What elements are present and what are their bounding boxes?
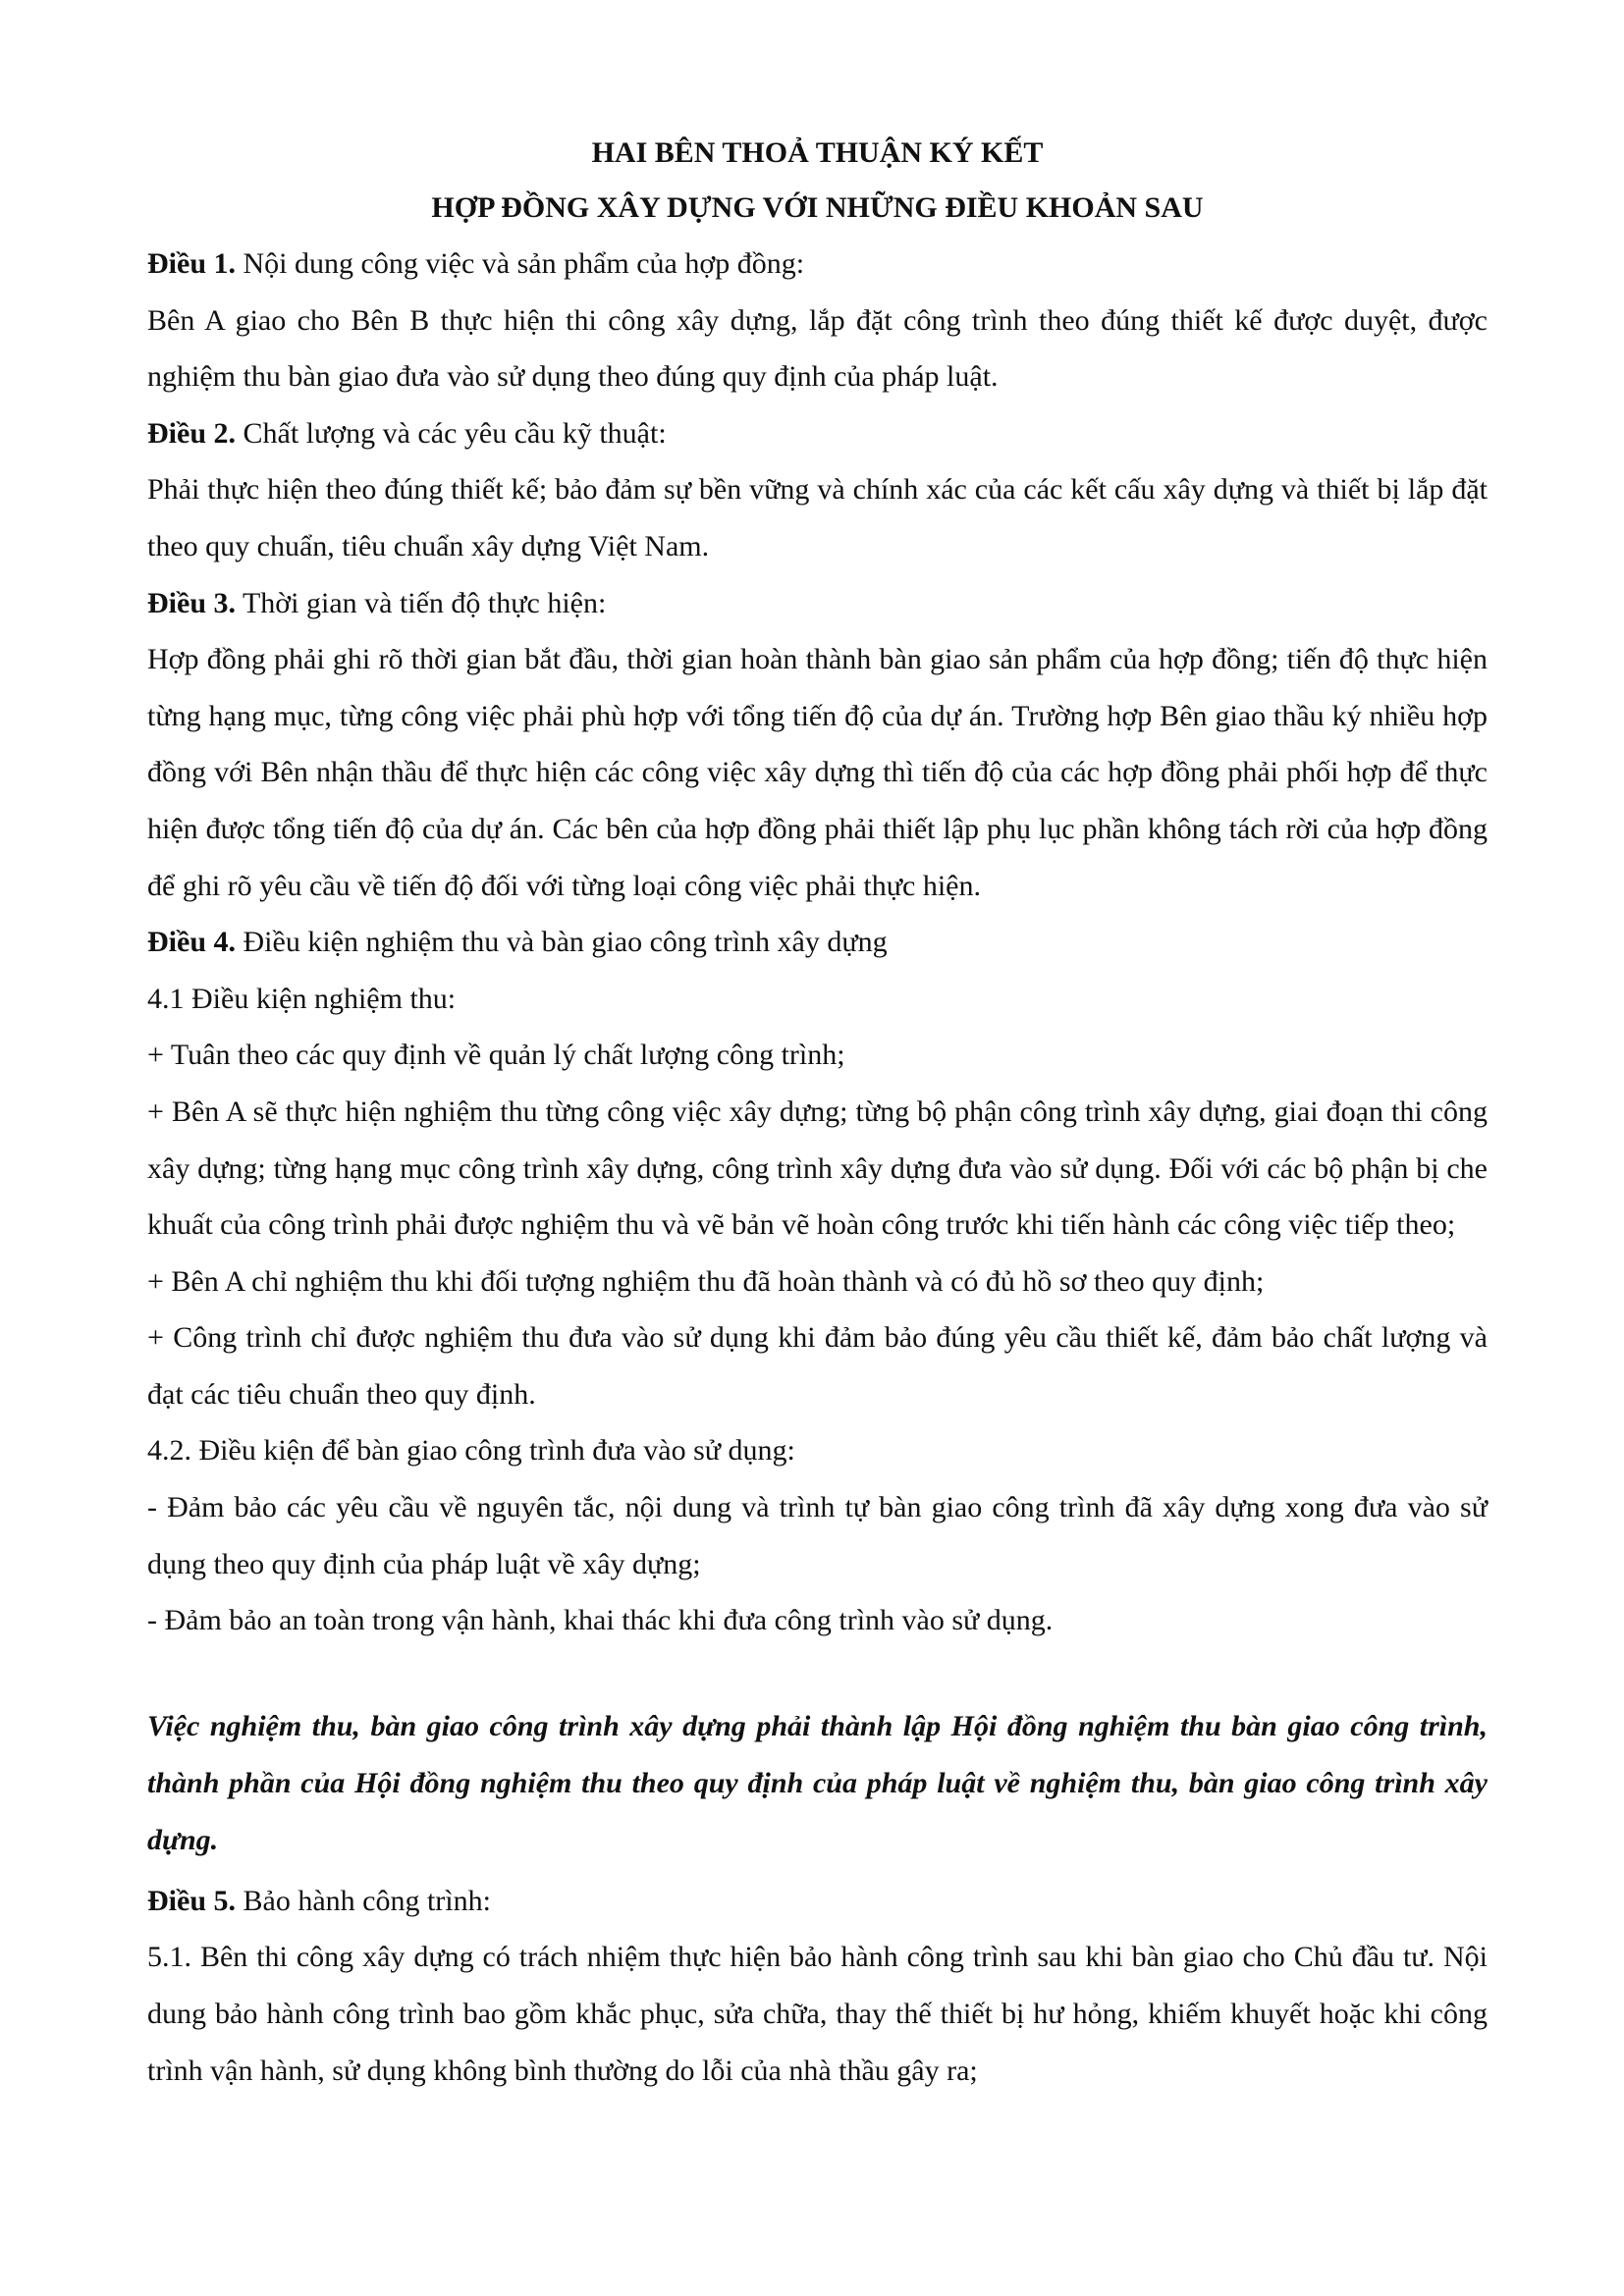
article-3-body: Hợp đồng phải ghi rõ thời gian bắt đầu, thời gian hoàn thành bàn giao sản phẩm của hợp đồng; tiến độ thực hiện từng hạng mục, từng công việc phải phù hợp với tổng tiến độ của dự án. Trường hợp Bên giao thầu ký nhiều hợp đồng với Bên nhận thầu để thực hiện các công việc xây dựng thì tiến độ của các hợp đồng phải phối hợp để thực hiện được tổng tiến độ của dự án. Các bên của hợp đồng phải thiết lập phụ lục phần không tách rời của hợp đồng để ghi rõ yêu cầu về tiến độ đối với từng loại công việc phải thực hiện.	[147, 643, 1488, 902]
article-2-label: Điều 2.	[147, 416, 236, 450]
article-4-1-item: + Công trình chỉ được nghiệm thu đưa vào sử dụng khi đảm bảo đúng yêu cầu thiết kế, đảm bảo chất lượng và đạt các tiêu chuẩn theo quy định.	[147, 1321, 1488, 1411]
article-4-title: Điều kiện nghiệm thu và bàn giao công trình xây dựng	[236, 926, 888, 959]
title-line-2: HỢP ĐỒNG XÂY DỰNG VỚI NHỮNG ĐIỀU KHOẢN SAU	[431, 191, 1204, 224]
article-2-title: Chất lượng và các yêu cầu kỹ thuật:	[236, 416, 667, 450]
article-4-label: Điều 4.	[147, 926, 236, 959]
article-4-heading	[147, 914, 1488, 971]
article-2-heading	[147, 405, 1488, 462]
article-5-label: Điều 5.	[147, 1884, 236, 1917]
article-3-heading	[147, 575, 1488, 632]
document-page	[147, 126, 1488, 2099]
article-4-1-item: + Bên A chỉ nghiệm thu khi đối tượng nghiệm thu đã hoàn thành và có đủ hồ sơ theo quy định;	[147, 1264, 1265, 1298]
article-5-heading	[147, 1873, 1488, 1930]
article-1-body: Bên A giao cho Bên B thực hiện thi công xây dựng, lắp đặt công trình theo đúng thiết kế được duyệt, được nghiệm thu bàn giao đưa vào sử dụng theo đúng quy định của pháp luật.	[147, 303, 1488, 394]
article-4-1-item: + Bên A sẽ thực hiện nghiệm thu từng công việc xây dựng; từng bộ phận công trình xây dựng, giai đoạn thi công xây dựng; từng hạng mục công trình xây dựng, công trình xây dựng đưa vào sử dụng. Đối với các bộ phận bị che khuất của công trình phải được nghiệm thu và vẽ bản vẽ hoàn công trước khi tiến hành các công việc tiếp theo;	[147, 1095, 1488, 1242]
article-4-1-item: + Tuân theo các quy định về quản lý chất lượng công trình;	[147, 1039, 845, 1072]
article-3-label: Điều 3.	[147, 586, 236, 619]
article-4-1-title: 4.1 Điều kiện nghiệm thu:	[147, 982, 457, 1015]
article-1-title: Nội dung công việc và sản phẩm của hợp đồng:	[236, 247, 805, 280]
article-4-2-item: - Đảm bảo các yêu cầu về nguyên tắc, nội dung và trình tự bàn giao công trình đã xây dựng xong đưa vào sử dụng theo quy định của pháp luật về xây dựng;	[147, 1491, 1488, 1580]
article-3-title: Thời gian và tiến độ thực hiện:	[236, 586, 607, 619]
article-5-1-body: 5.1. Bên thi công xây dựng có trách nhiệm thực hiện bảo hành công trình sau khi bàn giao cho Chủ đầu tư. Nội dung bảo hành công trình bao gồm khắc phục, sửa chữa, thay thế thiết bị hư hỏng, khiếm khuyết hoặc khi công trình vận hành, sử dụng không bình thường do lỗi của nhà thầu gây ra;	[147, 1941, 1488, 2087]
article-5-title: Bảo hành công trình:	[236, 1884, 491, 1917]
article-1-label: Điều 1.	[147, 247, 236, 280]
article-2-body: Phải thực hiện theo đúng thiết kế; bảo đảm sự bền vững và chính xác của các kết cấu xây dựng và thiết bị lắp đặt theo quy chuẩn, tiêu chuẩn xây dựng Việt Nam.	[147, 473, 1488, 562]
acceptance-council-note: Việc nghiệm thu, bàn giao công trình xây dựng phải thành lập Hội đồng nghiệm thu bàn giao công trình, thành phần của Hội đồng nghiệm thu theo quy định của pháp luật về nghiệm thu, bàn giao công trình xây dựng.	[147, 1709, 1488, 1856]
article-4-2-title: 4.2. Điều kiện để bàn giao công trình đưa vào sử dụng:	[147, 1434, 795, 1468]
title-line-1: HAI BÊN THOẢ THUẬN KÝ KẾT	[591, 136, 1044, 169]
article-1-heading	[147, 236, 1488, 293]
article-4-2-item: - Đảm bảo an toàn trong vận hành, khai thác khi đưa công trình vào sử dụng.	[147, 1604, 1054, 1637]
